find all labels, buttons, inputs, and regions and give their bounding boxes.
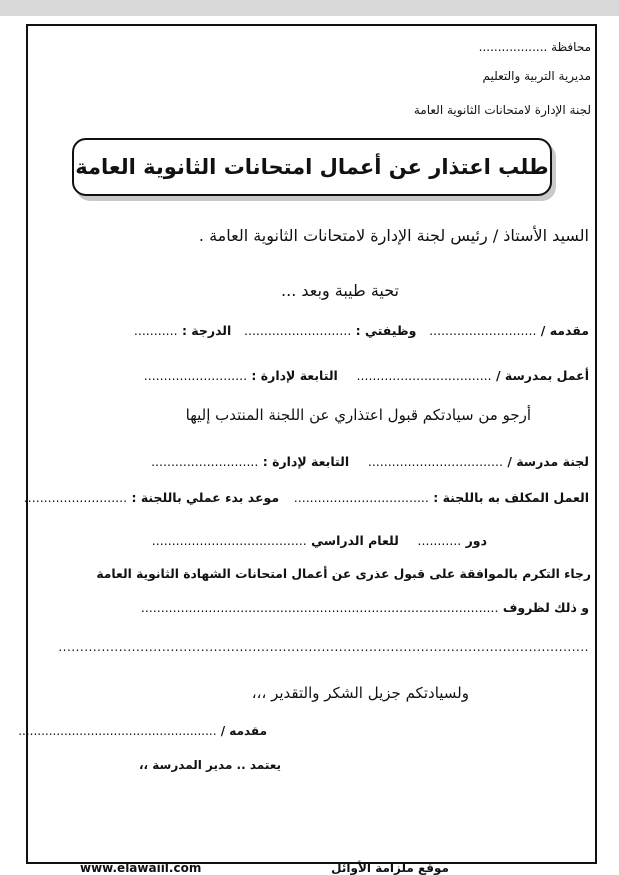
academic-year-dots: ....................................... <box>151 533 307 548</box>
job-dots: ........................... <box>244 323 352 338</box>
start-date-label: موعد بدء عملي باللجنة : <box>131 490 280 505</box>
academic-year-label: للعام الدراسي <box>311 533 399 548</box>
addressee-line: السيد الأستاذ / رئيس لجنة الإدارة لامتحانات الثانوية العامة . <box>198 226 589 245</box>
reason-dots: .......................................................................................... <box>140 600 499 615</box>
assigned-work-row <box>24 490 589 505</box>
round-label: دور <box>465 533 487 548</box>
submitter-row <box>134 323 589 338</box>
extra-dots-line: ........................................................................................................................... <box>58 640 589 654</box>
governorate-line: محافظة .................. <box>478 40 591 54</box>
assigned-work-dots: .................................. <box>293 490 429 505</box>
committee-admin-dots: ........................... <box>151 454 259 469</box>
grade-label: الدرجة : <box>181 323 232 338</box>
job-label: وظيفتي : <box>355 323 417 338</box>
start-date-dots: .......................... <box>23 490 128 505</box>
greeting-line: تحية طيبة وبعد ... <box>281 281 399 300</box>
round-row <box>152 533 487 548</box>
committee-line: لجنة الإدارة لامتحانات الثانوية العامة <box>413 103 591 117</box>
work-admin-label: التابعة لإدارة : <box>251 368 338 383</box>
reason-label: و ذلك لظروف <box>502 600 589 615</box>
approval-line: يعتمد .. مدير المدرسة ،، <box>138 758 281 772</box>
signature-row <box>18 724 267 738</box>
work-admin-dots: .......................... <box>143 368 248 383</box>
footer-site-name: موقع ملزامة الأوائل <box>331 861 449 875</box>
signature-dots: .................................................... <box>18 724 217 738</box>
committee-school-row <box>151 454 589 469</box>
submitter-dots: ........................... <box>429 323 537 338</box>
request-line: أرجو من سيادتكم قبول اعتذاري عن اللجنة المنتدب إليها <box>185 406 531 424</box>
closing-line: ولسيادتكم جزيل الشكر والتقدير ،،، <box>251 684 469 702</box>
directorate-line: مديرية التربية والتعليم <box>482 69 591 83</box>
title-box <box>72 138 552 196</box>
work-school-label: أعمل بمدرسة / <box>496 368 589 383</box>
assigned-work-label: العمل المكلف به باللجنة : <box>433 490 589 505</box>
footer-site: www.elawaiil.com <box>80 861 202 875</box>
round-dots: ........... <box>417 533 462 548</box>
committee-admin-label: التابعة لإدارة : <box>262 454 350 469</box>
committee-school-label: لجنة مدرسة / <box>507 454 589 469</box>
committee-school-dots: .................................. <box>367 454 503 469</box>
work-school-row <box>144 368 589 383</box>
signature-label: مقدمه / <box>220 724 267 738</box>
top-bar <box>0 0 619 16</box>
reason-row <box>141 600 589 615</box>
grade-dots: ........... <box>133 323 178 338</box>
work-school-dots: .................................. <box>356 368 492 383</box>
submitter-label: مقدمه / <box>540 323 589 338</box>
plea-line: رجاء التكرم بالموافقة على قبول عذرى عن أعمال امتحانات الشهادة الثانوية العامة <box>96 567 591 581</box>
page-title: طلب اعتذار عن أعمال امتحانات الثانوية العامة <box>75 155 549 179</box>
